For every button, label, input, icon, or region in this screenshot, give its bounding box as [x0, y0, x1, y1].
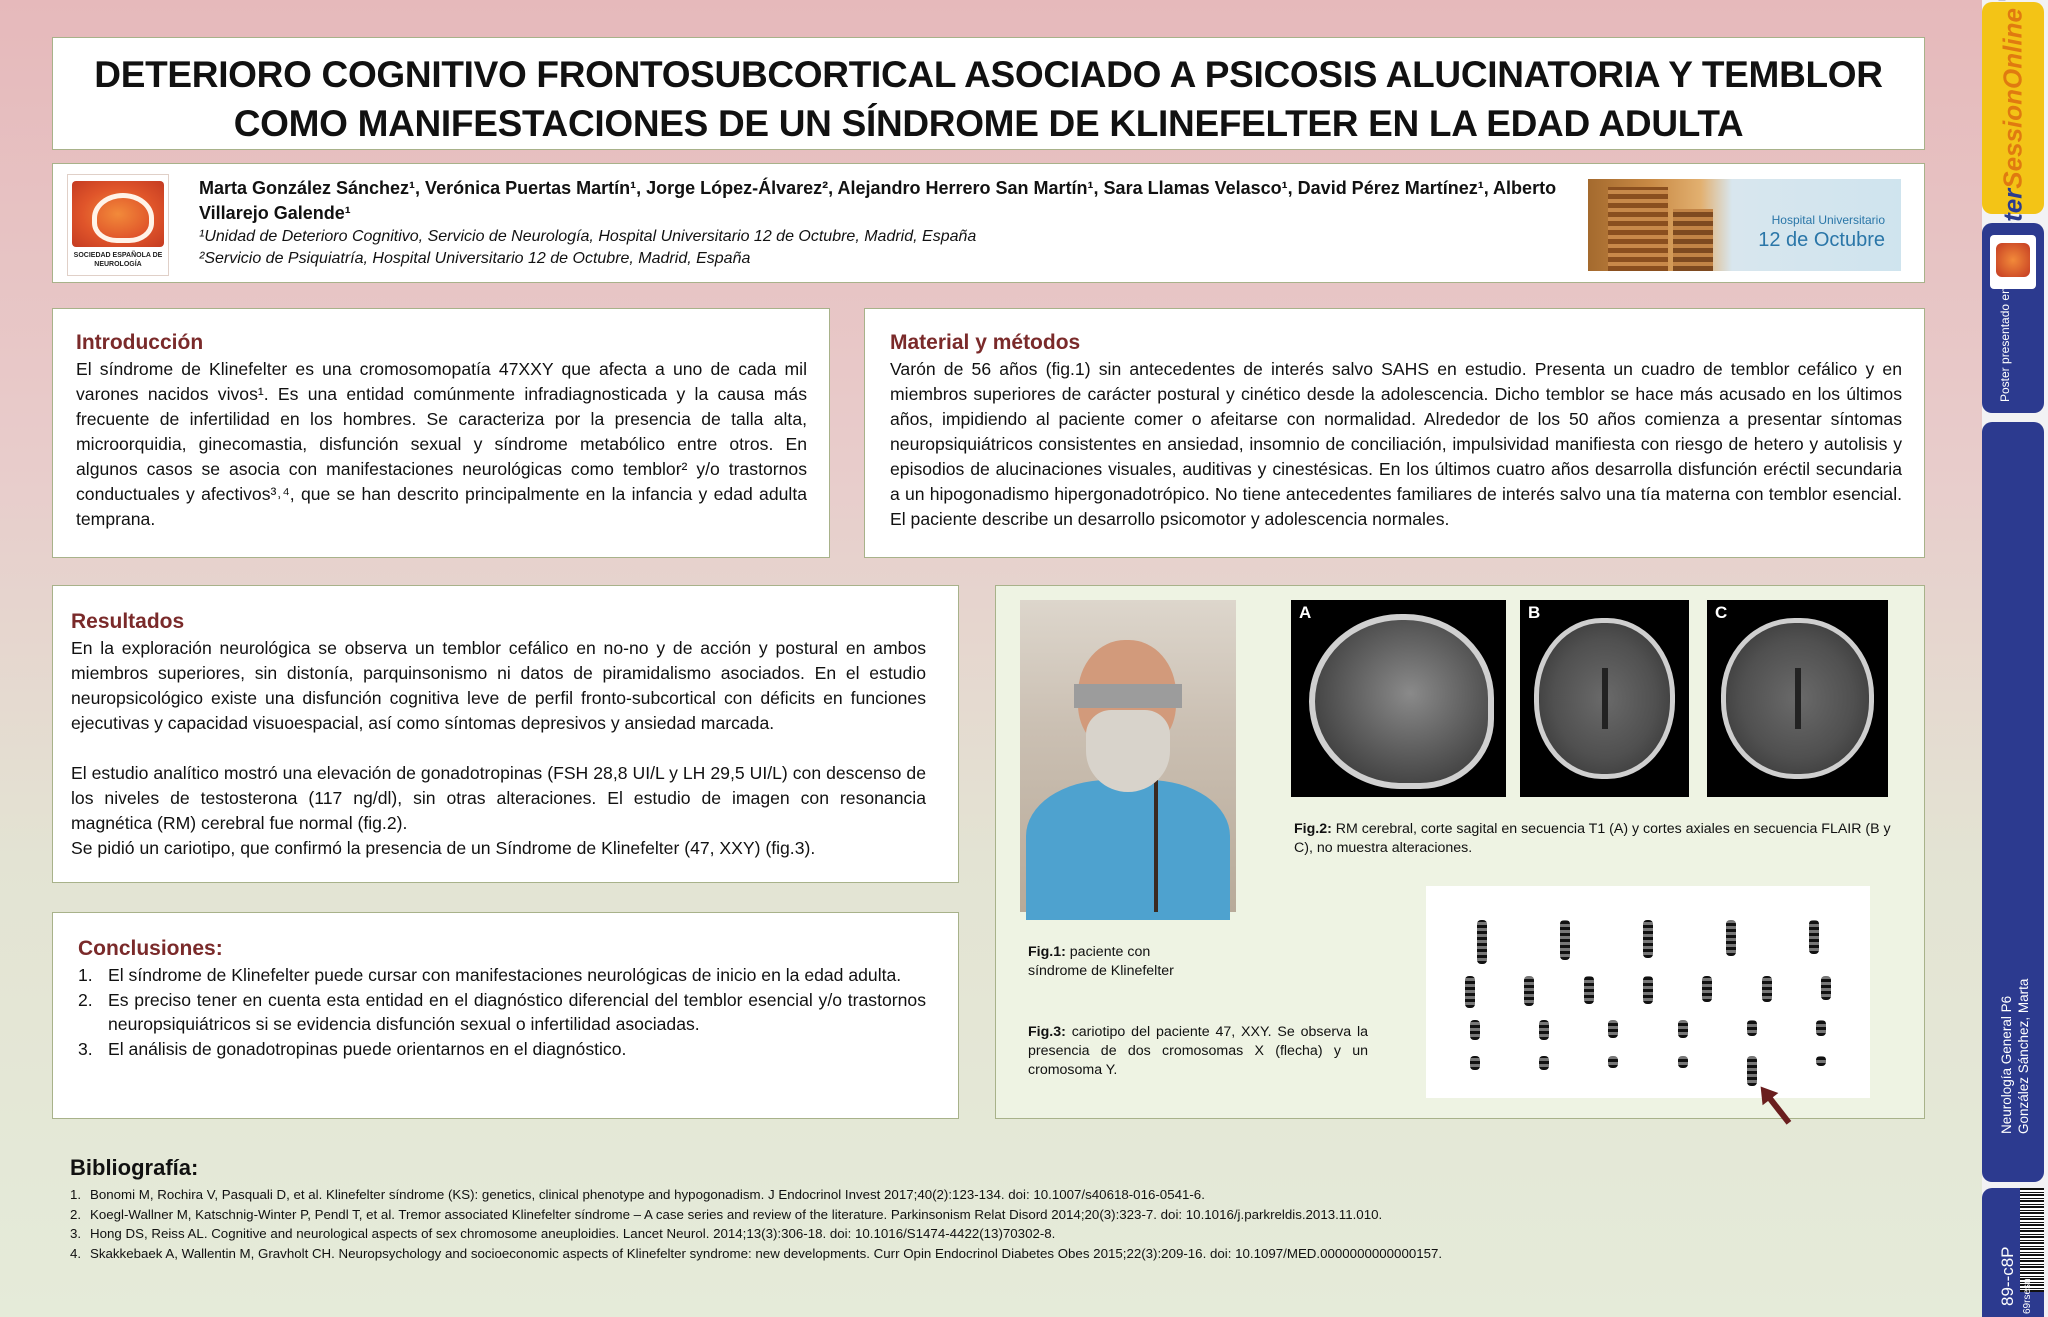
- list-number: 1.: [78, 965, 93, 985]
- karyotype-row: [1440, 920, 1856, 964]
- title-box: [52, 37, 1925, 150]
- hospital-name-line2: 12 de Octubre: [1758, 229, 1885, 251]
- karyotype-image: [1426, 886, 1870, 1098]
- arrow-icon: [1766, 1094, 1792, 1124]
- results-heading: Resultados: [71, 610, 185, 633]
- fig2-label: Fig.2:: [1294, 821, 1332, 837]
- poster-code: 89--c8P: [1998, 1246, 2017, 1306]
- methods-section: [864, 308, 1925, 558]
- brain-icon: [72, 181, 164, 247]
- sen-logo-text: SOCIEDAD ESPAÑOLA DE NEUROLOGÍA: [73, 252, 163, 268]
- photo-beard: [1086, 710, 1170, 792]
- ref-number: 4.: [70, 1245, 82, 1261]
- mri-skull: [1309, 614, 1494, 789]
- bibliography-heading: Bibliografía:: [70, 1155, 199, 1180]
- photo-shirt: [1026, 780, 1230, 920]
- poster-code-small: 69rsesn: [2022, 1278, 2033, 1314]
- results-paragraph-1: En la exploración neurológica se observa un temblor cefálico en no-no y de acción y postural en ambos miembros superiores, sin distonía, parquinsonismo ni datos de piramidalismo asociados. En el estudio neuropsicológico existe una disfunción cognitiva leve de perfil fronto-subcortical con déficits en funciones ejecutivas y capacidad visuoespacial, así como síntomas depresivos y ansiedad marcada.: [71, 638, 926, 733]
- ref-number: 2.: [70, 1206, 82, 1222]
- bibliography-section: [70, 1153, 1670, 1263]
- poster-session-logo[interactable]: [1982, 2, 2044, 214]
- conclusions-list: [78, 963, 926, 1061]
- fig2-caption: [1294, 820, 1894, 858]
- hospital-logo-image: [1588, 179, 1901, 271]
- hospital-building-icon: [1608, 187, 1668, 271]
- photo-strap: [1154, 780, 1158, 912]
- fig1-label: Fig.1:: [1028, 944, 1066, 960]
- mri-label-a: A: [1299, 603, 1312, 622]
- patient-photo: [1020, 600, 1236, 912]
- brand-accent: SessionOnline: [1997, 8, 2028, 189]
- category-text: [1998, 979, 2032, 1134]
- brand-small: [1998, 0, 2009, 1]
- hospital-name-line1: Hospital Universitario: [1771, 213, 1885, 227]
- karyotype-row: [1440, 1056, 1856, 1086]
- ref-number: 1.: [70, 1187, 82, 1202]
- mri-label-c: C: [1715, 603, 1728, 622]
- list-text: El síndrome de Klinefelter puede cursar con manifestaciones neurológicas de inicio en la edad adulta.: [108, 965, 902, 985]
- list-item: [78, 963, 926, 988]
- conclusions-heading: Conclusiones:: [78, 937, 223, 960]
- hospital-building-icon: [1673, 209, 1713, 271]
- list-number: 2.: [78, 989, 93, 1010]
- list-item: [78, 1037, 926, 1062]
- mri-sagittal-image: [1291, 600, 1506, 797]
- introduction-text: El síndrome de Klinefelter es una cromosomopatía 47XXY que afecta a uno de cada mil varones nacidos vivos¹. Es una entidad comúnmente infradiagnosticada y la causa más frecuente de infertilidad en los hombres. Se caracteriza por la presencia de talla alta, microorquidia, ginecomastia, disfunción sexual y síndrome metabólico entre otros. En algunos casos se asocia con manifestaciones neurológicas como temblor² y/o trastornos conductuales y afectivos³˒⁴, que se han descrito principalmente en la infancia y edad adulta temprana.: [76, 359, 807, 529]
- ref-number: 3.: [70, 1226, 82, 1241]
- mri-axial-brain: [1534, 618, 1675, 779]
- poster-title: [53, 50, 1924, 148]
- list-number: 3.: [78, 1038, 93, 1059]
- sen-small-logo-icon: [1990, 235, 2036, 289]
- introduction-section: [52, 308, 830, 558]
- list-text: Es preciso tener en cuenta esta entidad en el diagnóstico diferencial del temblor esencial y/o trastornos neuropsiquiátricos si se evidencia disfunción sexual o infertilidad asociadas.: [108, 989, 926, 1034]
- fig3-label: Fig.3:: [1028, 1024, 1066, 1040]
- author-names: Marta González Sánchez¹, Verónica Puertas Martín¹, Jorge López-Álvarez², Alejandro Herrero San Martín¹, Sara Llamas Velasco¹, David Pérez Martínez¹, Alberto Villarejo Galende¹: [199, 178, 1557, 223]
- ref-text: Bonomi M, Rochira V, Pasquali D, et al. Klinefelter síndrome (KS): genetics, clinical phenotype and hypogonadism. J Endocrinol Invest 2017;40(2):123-134. doi: 10.1007/s40618-016-0541-6.: [90, 1187, 1205, 1202]
- fig3-text: cariotipo del paciente 47, XXY. Se observa la presencia de dos cromosomas X (flecha) y un cromosoma Y.: [1028, 1024, 1368, 1078]
- title-line-2: COMO MANIFESTACIONES DE UN SÍNDROME DE KLINEFELTER EN LA EDAD ADULTA: [233, 103, 1744, 144]
- sidebar-author: González Sánchez, Marta: [2016, 978, 2031, 1134]
- list-item: [70, 1224, 1670, 1244]
- mri-axial-image-c: [1707, 600, 1888, 797]
- ref-text: Hong DS, Reiss AL. Cognitive and neurological aspects of sex chromosome aneuploidies. Lancet Neurol. 2014;13(3):306-18. doi: 10.1016/S1474-4422(13)70302-8.: [90, 1226, 1056, 1241]
- title-line-1: DETERIORO COGNITIVO FRONTOSUBCORTICAL ASOCIADO A PSICOSIS ALUCINATORIA Y TEMBLOR: [94, 54, 1883, 95]
- conclusions-section: [52, 912, 959, 1119]
- list-text: El análisis de gonadotropinas puede orientarnos en el diagnóstico.: [108, 1038, 627, 1059]
- results-paragraph-2: El estudio analítico mostró una elevación de gonadotropinas (FSH 28,8 UI/L y LH 29,5 UI/L) con descenso de los niveles de testosterona (117 ng/dl), sin otras alteraciones. El estudio de imagen con resonancia magnética (RM) cerebral fue normal (fig.2).: [71, 763, 926, 833]
- karyotype-row: [1440, 1020, 1856, 1040]
- author-block: [199, 176, 1619, 270]
- category-label: Neurología General P6: [1999, 995, 2014, 1134]
- list-item: [78, 988, 926, 1037]
- mri-axial-image-b: [1520, 600, 1689, 797]
- figures-section: [995, 585, 1925, 1119]
- photo-privacy-bar: [1074, 684, 1182, 708]
- mri-axial-brain: [1721, 618, 1874, 779]
- fig1-text: paciente con síndrome de Klinefelter: [1028, 944, 1174, 979]
- affiliation-1: ¹Unidad de Deterioro Cognitivo, Servicio de Neurología, Hospital Universitario 12 de Octubre, Madrid, España: [199, 228, 977, 245]
- list-item: [70, 1205, 1670, 1225]
- fig1-caption: [1028, 943, 1208, 981]
- fig2-text: RM cerebral, corte sagital en secuencia T1 (A) y cortes axiales en secuencia FLAIR (B y C), no muestra alteraciones.: [1294, 821, 1891, 856]
- presented-at-text: Poster presentado en:: [1998, 283, 2012, 402]
- authors-box: [52, 163, 1925, 283]
- sen-logo: [67, 174, 169, 276]
- ref-text: Skakkebaek A, Wallentin M, Gravholt CH. Neuropsychology and socioeconomic aspects of Klinefelter syndrome: new developments. Curr Opin Endocrinol Diabetes Obes 2015;22(3):209-16. doi: 10.1097/MED.0000000000000157.: [90, 1245, 1443, 1261]
- sidebar: [1982, 0, 2048, 1317]
- affiliation-2: ²Servicio de Psiquiatría, Hospital Universitario 12 de Octubre, Madrid, España: [199, 250, 751, 267]
- barcode-icon: [2020, 1188, 2044, 1292]
- bibliography-list: [70, 1185, 1670, 1263]
- methods-text: Varón de 56 años (fig.1) sin antecedentes de interés salvo SAHS en estudio. Presenta un cuadro de temblor cefálico y en miembros superiores de carácter postural y cinético desde la adolescencia. Dicho temblor se hace más acusado en los últimos años, impidiendo al paciente comer o afeitarse con normalidad. Alrededor de los 50 años comienza a presentar síntomas neuropsiquiátricos consistentes en ansiedad, insomnio de conciliación, impulsividad manifiesta con riesgo de hetero y autolisis y episodios de alucinaciones visuales, auditivas y cinestésicas. En los últimos cuatro años desarrolla disfunción eréctil secundaria a un hipogonadismo hipergonadotrópico. No tiene antecedentes familiares de interés salvo una tía materna con temblor esencial. El paciente describe un desarrollo psicomotor y adolescencia normales.: [890, 359, 1902, 529]
- introduction-heading: Introducción: [76, 331, 204, 354]
- results-section: [52, 585, 959, 883]
- mri-label-b: B: [1528, 603, 1541, 622]
- presented-at-panel: [1982, 223, 2044, 413]
- fig3-caption: [1028, 1023, 1368, 1080]
- karyotype-row: [1440, 976, 1856, 1008]
- list-item: [70, 1185, 1670, 1205]
- results-paragraph-3: Se pidió un cariotipo, que confirmó la presencia de un Síndrome de Klinefelter (47, XXY) (fig.3).: [71, 838, 816, 858]
- list-item: [70, 1244, 1670, 1264]
- methods-heading: Material y métodos: [890, 331, 1081, 354]
- ref-text: Koegl-Wallner M, Katschnig-Winter P, Pendl T, et al. Tremor associated Klinefelter síndrome – A case series and review of the literature. Parkinsonism Relat Disord 2014;20(3):323-7. doi: 10.1016/j.parkreldis.2013.11.010.: [90, 1206, 1383, 1222]
